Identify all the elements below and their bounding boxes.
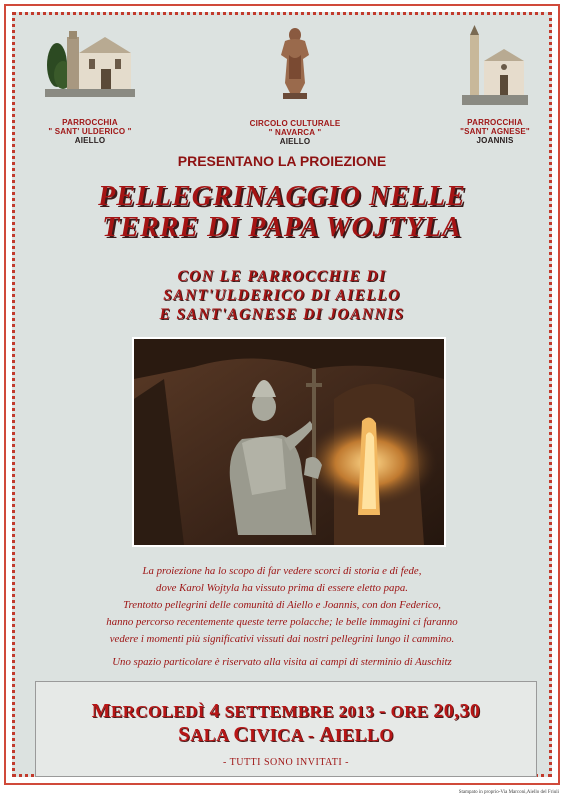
event-box: [35, 681, 537, 777]
main-title-line2: TERRE DI PAPA WOJTYLA: [102, 212, 462, 243]
description-line2: dove Karol Wojtyla ha vissuto prima di essere eletto papa.: [156, 582, 408, 594]
all-invited: - TUTTI SONO INVITATI -: [222, 757, 350, 768]
event-date-time: [36, 700, 536, 723]
venue-rest3: IELLO: [334, 725, 394, 745]
description-line5: vedere i momenti più significativi vissuti dai nostri pellegrini lungo il cammino.: [109, 633, 455, 645]
header-right: [445, 25, 545, 145]
org-center-line1: CIRCOLO CULTURALE: [249, 119, 341, 128]
venue-cap3: A: [319, 722, 335, 746]
description-auschwitz: Uno spazio particolare è riservato alla visita ai campi di sterminio di Auschitz: [112, 656, 452, 668]
event-day-rest: ERCOLEDÌ: [110, 702, 205, 721]
pope-statue-salt-mine-photo: [134, 339, 444, 545]
event-date: 4: [209, 700, 220, 722]
venue-cap2: C: [233, 722, 249, 746]
subtitle: [15, 267, 549, 324]
subtitle-line1: CON LE PARROCCHIE DI: [177, 268, 387, 285]
org-left-line2: " SANT' ULDERICO ": [48, 127, 132, 136]
event-venue: [36, 722, 536, 747]
org-left-line3: AIELLO: [74, 136, 106, 145]
church-agnese-icon: [462, 25, 528, 105]
church-ulderico-icon: [45, 25, 135, 97]
org-right-line2: "SANT' AGNESE": [460, 127, 530, 136]
header-center: [240, 25, 350, 146]
org-right-line1: PARROCCHIA: [467, 118, 523, 127]
org-left-line1: PARROCCHIA: [62, 118, 118, 127]
event-sep: -: [378, 700, 386, 722]
printer-credit: Stampato in proprio-Via Marconi,Aiello del Friuli: [458, 790, 559, 795]
pope-statue-photo: [132, 337, 446, 547]
header-left: [35, 25, 145, 145]
main-title: [15, 181, 549, 243]
description: [15, 563, 549, 671]
org-center-line2: " NAVARCA ": [268, 128, 322, 137]
description-line3: Trentotto pellegrini delle comunità di Aiello e Joannis, con don Federico,: [123, 599, 441, 611]
org-center-line3: AIELLO: [279, 137, 311, 146]
event-time-label: ORE: [390, 702, 429, 721]
venue-cap1: S: [178, 722, 191, 746]
poster-panel: [12, 12, 552, 777]
present-heading: PRESENTANO LA PROIEZIONE: [177, 153, 387, 169]
event-day-cap: M: [91, 700, 111, 722]
event-month-year: SETTEMBRE 2013: [224, 702, 375, 721]
venue-rest1: ALA: [190, 725, 234, 745]
subtitle-line2: SANT'ULDERICO DI AIELLO: [163, 287, 401, 304]
venue-sep: -: [307, 725, 315, 745]
description-line1: La proiezione ha lo scopo di far vedere scorci di storia e di fede,: [142, 565, 422, 577]
event-time: 20,30: [433, 700, 481, 722]
venue-rest2: IVICA: [248, 725, 303, 745]
description-line4: hanno percorso recentemente queste terre polacche; le belle immagini ci faranno: [106, 616, 458, 628]
main-title-line1: PELLEGRINAGGIO NELLE: [98, 181, 466, 212]
subtitle-line3: E SANT'AGNESE DI JOANNIS: [159, 306, 405, 323]
poster: [4, 4, 560, 785]
org-right-line3: JOANNIS: [476, 136, 514, 145]
statue-icon: [273, 25, 317, 101]
